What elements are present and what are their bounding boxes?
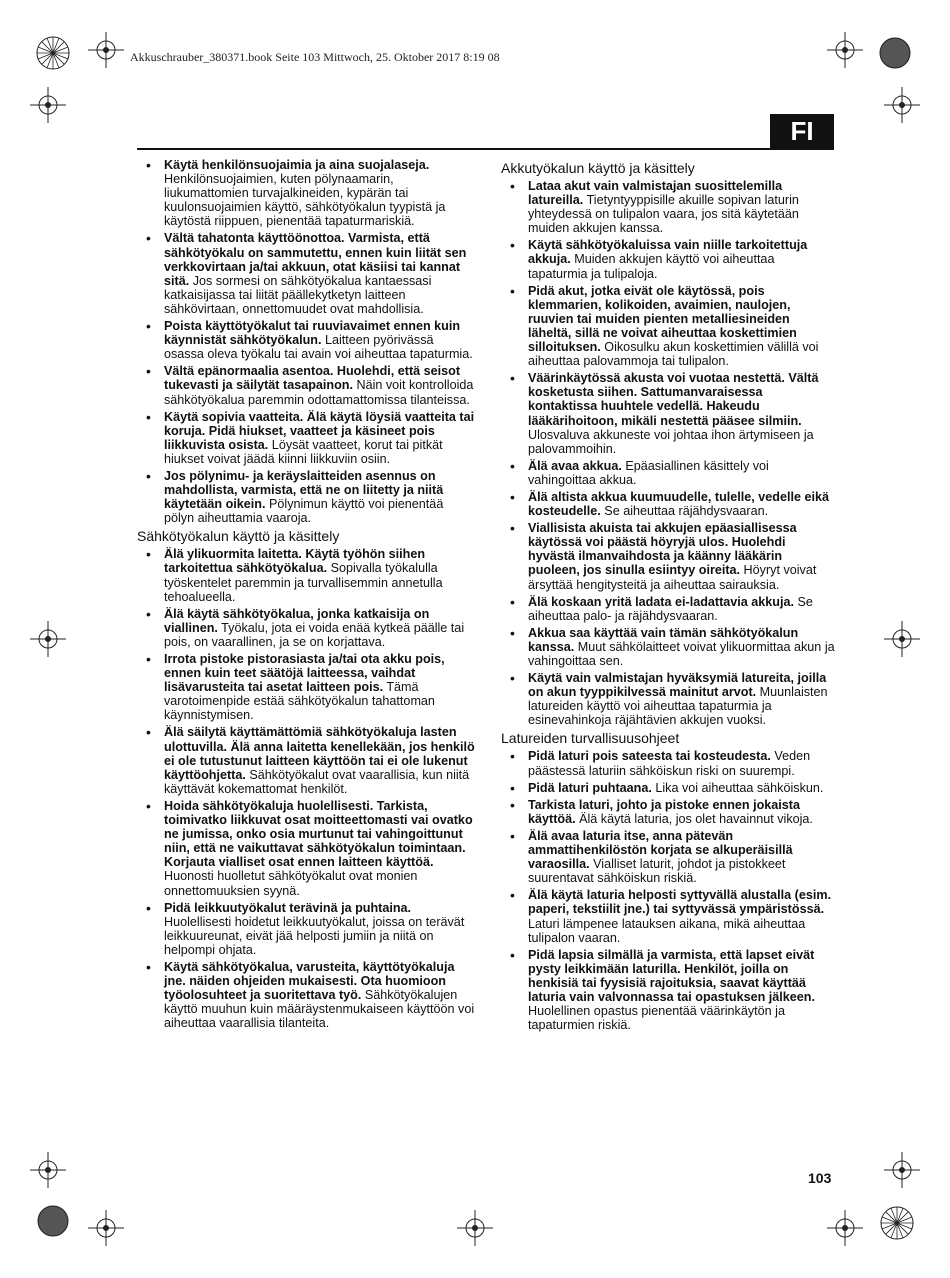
item-text: Huonosti huolletut sähkötyökalut ovat monien onnettomuuksien syynä. [164, 869, 418, 898]
list-item [501, 798, 835, 826]
item-bold: Älä avaa laturia itse, anna pätevän ammattihenkilöstön korjata se alkuperäisillä varaosilla. [528, 828, 793, 872]
color-dot-icon [37, 1205, 69, 1237]
crosshair-icon [88, 32, 124, 68]
top-rule [137, 148, 834, 150]
item-text: Sähkötyökalujen käyttö muuhun kuin määräystenmukaiseen käyttöön voi aiheuttaa vaarallisia tilanteita. [164, 988, 475, 1031]
list-item [137, 158, 475, 228]
item-text: Muiden akkujen käyttö voi aiheuttaa tapaturmia ja tulipaloja. [528, 252, 775, 281]
item-text: Näin voit kontrolloida sähkötyökalua paremmin odottamattomissa tilanteissa. [164, 378, 474, 407]
item-text: Löysät vaatteet, korut tai pitkät hiukset voivat jäädä kiinni liikkuviin osiin. [164, 437, 443, 466]
item-bold: Käytä sähkötyökalua, varusteita, käyttötyökaluja jne. näiden ohjeiden mukaisesti. Ota huomioon työolosuhteet ja suoritettava työ. [164, 959, 455, 1003]
list-item [501, 238, 835, 280]
item-bold: Poista käyttötyökalut tai ruuviavaimet ennen kuin käynnistät sähkötyökalun. [164, 319, 461, 348]
item-text: Jos sormesi on sähkötyökalua kantaessasi katkaisijassa tai liität päällekytketyn laitteen sähkövirtaan, onnettomuudet ovat mahdollisia. [164, 273, 432, 316]
item-bold: Älä käytä laturia helposti syttyvällä alustalla (esim. paperi, tekstiilit jne.) tai syttyvässä ympäristössä. [528, 888, 832, 917]
item-bold: Vältä epänormaalia asentoa. Huolehdi, että seisot tukevasti ja säilytät tasapainon. [164, 364, 461, 393]
item-bold: Pidä akut, jotka eivät ole käytössä, pois klemmarien, kolikoiden, avaimien, naulojen, ruuvien tai muiden pienten metalliesineiden läheltä, sillä ne voivat aiheuttaa koskettimien silloituksen. [528, 283, 797, 355]
item-text: Älä käytä laturia, jos olet havainnut vikoja. [575, 811, 813, 826]
item-text: Vialliset laturit, johdot ja pistokkeet suurentavat sähköiskun riskiä. [528, 857, 786, 886]
safety-list [501, 749, 835, 1032]
list-item [501, 284, 835, 369]
item-bold: Vältä tahatonta käyttöönottoa. Varmista, että sähkötyökalu on sammutettu, ennen kuin liität sen verkkovirtaan ja/tai akkuun, otat käsiisi tai kannat sitä. [164, 231, 467, 288]
safety-list [137, 158, 475, 525]
item-bold: Älä koskaan yritä ladata ei-ladattavia akkuja. [528, 594, 794, 609]
crosshair-icon [88, 1210, 124, 1246]
item-bold: Käytä sopivia vaatteita. Älä käytä löysiä vaatteita tai koruja. Pidä hiukset, vaatteet ja käsineet pois liikkuvista osista. [164, 409, 475, 452]
list-item [501, 626, 835, 668]
item-bold: Älä altista akkua kuumuudelle, tulelle, vedelle eikä kosteudelle. [528, 489, 829, 519]
list-item [501, 490, 835, 518]
section-heading: Latureiden turvallisuusohjeet [501, 730, 680, 747]
list-item [501, 595, 835, 623]
file-info-line: Akkuschrauber_380371.book Seite 103 Mittwoch, 25. Oktober 2017 8:19 08 [130, 50, 500, 64]
item-bold: Käytä vain valmistajan hyväksymiä latureita, joilla on akun tyyppikilvessä mainitut arvot. [528, 671, 827, 700]
list-item [137, 547, 475, 603]
item-bold: Akkua saa käyttää vain tämän sähkötyökalun kanssa. [528, 625, 799, 654]
item-bold: Älä säilytä käyttämättömiä sähkötyökaluja lasten ulottuvilla. Älä anna laitetta kenellekään, jos henkilö ei ole tutustunut laitteen käyttöön tai ei ole lukenut käyttöohjetta. [164, 725, 475, 782]
list-item [137, 410, 475, 466]
item-text: Muut sähkölaitteet voivat ylikuormittaa akun ja vahingoittaa sen. [528, 639, 835, 668]
section-heading: Akkutyökalun käyttö ja käsittely [501, 160, 695, 176]
item-text: Lika voi aiheuttaa sähköiskun. [651, 780, 824, 795]
crosshair-icon [884, 87, 920, 123]
item-bold: Väärinkäytössä akusta voi vuotaa nestettä. Vältä kosketusta siihen. Sattumanvaraisessa kontaktissa huuhtele vedellä. Hakeudu lääkärihoitoon, mikäli nestettä pääsee silmiin. [528, 371, 819, 428]
list-item [137, 469, 475, 525]
item-bold: Älä käytä sähkötyökalua, jonka katkaisija on viallinen. [164, 606, 430, 635]
item-bold: Älä avaa akkua. [528, 458, 622, 473]
page-number: 103 [808, 1170, 832, 1186]
item-bold: Pidä lapsia silmällä ja varmista, että lapset eivät pysty leikkimään laturilla. Henkilöt, joilla on henkisiä tai fyysisiä rajoituksia, saavat käyttää laturia vain valvonnassa tai opastuksen jälkeen. [528, 947, 815, 1004]
item-text: Huolellisesti hoidetut leikkuutyökalut, joissa on terävät leikkuureunat, eivät jää helposti jumiin ja niitä on helpompi ohjata. [164, 914, 465, 957]
safety-list [501, 179, 835, 727]
crosshair-icon [30, 621, 66, 657]
item-bold: Viallisista akuista tai akkujen epäasiallisessa käytössä voi päästä höyryjä ulos. Huolehdi hyvästä ilmanvaihdosta ja käänny lääkärin puoleen, jos sinulla esiintyy oireita. [528, 521, 797, 578]
item-bold: Jos pölynimu- ja keräyslaitteiden asennus on mahdollista, varmista, että ne on liitetty ja niitä käytetään oikein. [164, 468, 444, 512]
list-item [501, 749, 835, 777]
item-bold: Irrota pistoke pistorasiasta ja/tai ota akku pois, ennen kuin teet säätöjä laitteessa, vaihdat lisävarusteita tai asetat laitteen pois. [164, 652, 445, 695]
list-item [137, 960, 475, 1030]
item-text: Ulosvaluva akkuneste voi johtaa ihon ärtymiseen ja palovammoihin. [528, 427, 814, 456]
item-text: Henkilönsuojaimien, kuten pölynaamarin, liukumattomien turvajalkineiden, kypärän tai kuulonsuojaimien käyttö, sähkötyökalun tyypistä ja käytöstä riippuen, pienentää tapaturmariskiä. [164, 172, 446, 229]
item-text: Veden päästessä laturiin sähköiskun riski on suurempi. [528, 749, 811, 778]
list-item [501, 521, 835, 591]
item-text: Laturi lämpenee latauksen aikana, mikä aiheuttaa tulipalon vaaran. [528, 916, 806, 945]
list-item [501, 948, 835, 1033]
crosshair-icon [827, 32, 863, 68]
crosshair-icon [827, 1210, 863, 1246]
crosshair-icon [30, 87, 66, 123]
left-column [137, 158, 475, 1033]
list-item [501, 829, 835, 885]
item-text: Oikosulku akun koskettimien välillä voi aiheuttaa palovammoja tai tulipalon. [528, 340, 819, 369]
item-bold: Pidä laturi pois sateesta tai kosteudesta. [528, 749, 771, 764]
item-bold: Käytä henkilönsuojaimia ja aina suojalaseja. [164, 158, 430, 172]
item-text: Laitteen pyörivässä osassa oleva työkalu tai avain voi aiheuttaa tapaturmia. [164, 333, 473, 362]
list-item [137, 901, 475, 957]
registration-mark-icon [35, 35, 71, 71]
list-item [501, 671, 835, 727]
item-bold: Pidä leikkuutyökalut terävinä ja puhtaina. [164, 900, 412, 915]
item-bold: Lataa akut vain valmistajan suosittelemilla latureilla. [528, 179, 783, 208]
list-item [137, 799, 475, 898]
item-text: Työkalu, jota ei voida enää kytkeä päälle tai pois, on vaarallinen, ja se on korjattava. [164, 620, 465, 649]
item-text: Muunlaisten latureiden käyttö voi aiheuttaa tapaturmia ja esinevahinkoja räjähtävien akkujen vuoksi. [528, 685, 828, 728]
item-text: Epäasiallinen käsittely voi vahingoittaa akkua. [528, 458, 769, 487]
crosshair-icon [30, 1152, 66, 1188]
item-text: Pölynimun käyttö voi pienentää pölyn aiheuttamia vaaroja. [164, 497, 444, 526]
item-bold: Tarkista laturi, johto ja pistoke ennen jokaista käyttöä. [528, 797, 801, 826]
item-bold: Käytä sähkötyökaluissa vain niille tarkoitettuja akkuja. [528, 238, 808, 267]
safety-list [137, 547, 475, 1030]
section-heading: Sähkötyökalun käyttö ja käsittely [137, 528, 340, 545]
list-item [137, 725, 475, 795]
color-dot-icon [879, 37, 911, 69]
list-item [137, 364, 475, 406]
item-text: Huolellinen opastus pienentää väärinkäytön ja tapaturmien riskiä. [528, 1004, 785, 1033]
item-text: Sähkötyökalut ovat vaarallisia, kun niitä käyttävät kokemattomat henkilöt. [164, 767, 470, 796]
item-text: Se aiheuttaa palo- ja räjähdysvaaran. [528, 594, 813, 623]
item-bold: Älä ylikuormita laitetta. Käytä työhön siihen tarkoitettua sähkötyökalua. [164, 547, 426, 576]
item-text: Höyryt voivat ärsyttää hengitysteitä ja aiheuttaa sairauksia. [528, 563, 817, 592]
item-bold: Pidä laturi puhtaana. [528, 780, 652, 795]
list-item [137, 231, 475, 316]
list-item [137, 652, 475, 722]
list-item [501, 459, 835, 487]
item-text: Sopivalla työkalulla työskentelet paremmin ja turvallisemmin annetulla tehoalueella. [164, 561, 443, 604]
list-item [501, 888, 835, 944]
crosshair-icon [884, 1152, 920, 1188]
item-text: Tämä varotoimenpide estää sähkötyökalun tahattoman käynnistymisen. [164, 680, 435, 723]
item-text: Tietyntyyppisille akuille sopivan laturin yhteydessä on tulipalon vaara, jos sitä käytetään muiden akkujen kanssa. [528, 193, 799, 236]
list-item [501, 371, 835, 456]
right-column [501, 158, 835, 1035]
item-bold: Hoida sähkötyökaluja huolellisesti. Tarkista, toimivatko liikkuvat osat moitteettomasti vai ovatko ne jumissa, onko osia murtunut tai vahingoittunut niin, että ne vaikuttavat sähkötyökalun toimintaan. Korjauta vialliset osat ennen laitteen käyttöä. [164, 798, 473, 870]
crosshair-icon [884, 621, 920, 657]
list-item [501, 781, 835, 795]
list-item [501, 179, 835, 235]
item-text: Se aiheuttaa räjähdysvaaran. [600, 504, 769, 519]
crosshair-icon [457, 1210, 493, 1246]
list-item [137, 607, 475, 649]
list-item [137, 319, 475, 361]
language-tab: FI [770, 114, 834, 149]
registration-mark-icon [879, 1205, 915, 1241]
